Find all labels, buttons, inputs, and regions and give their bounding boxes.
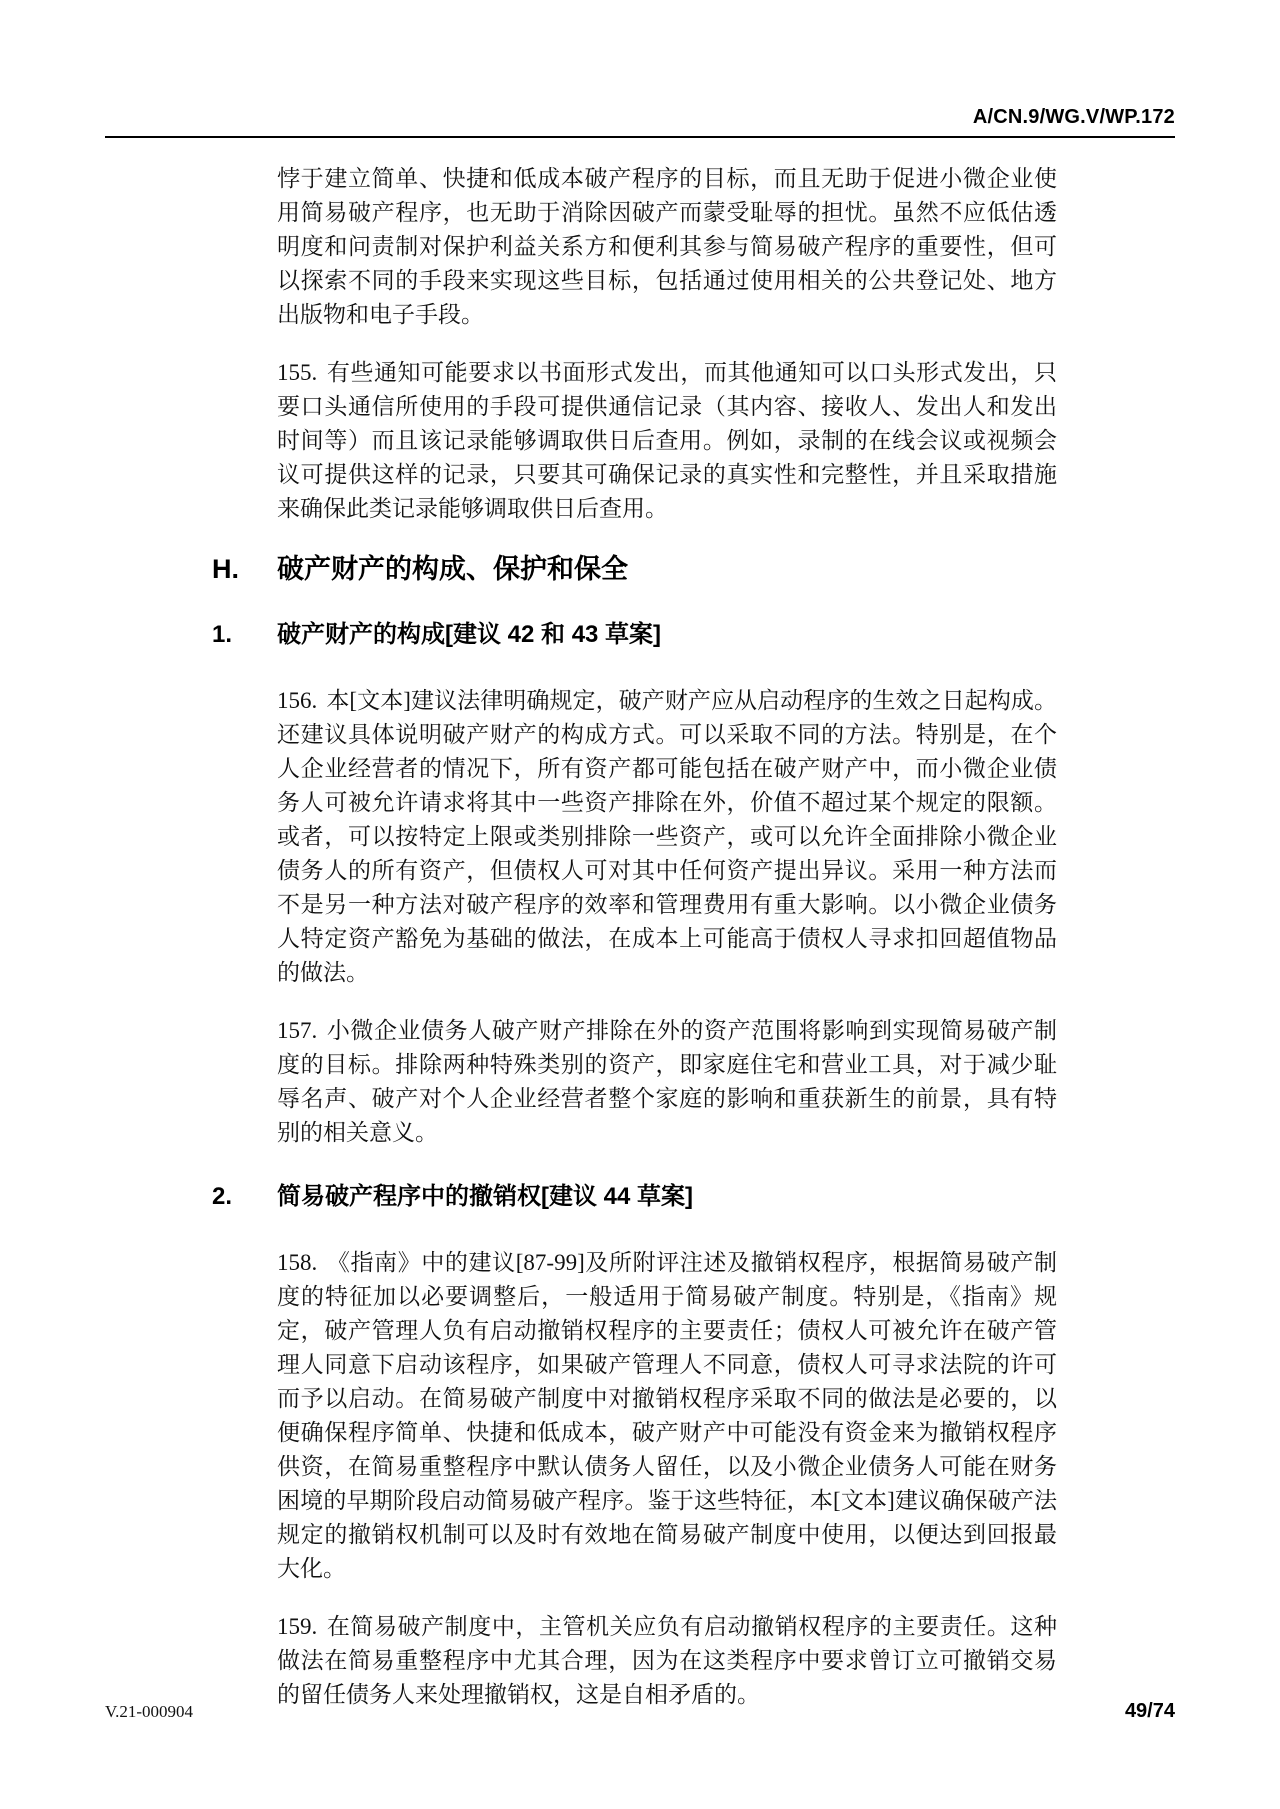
page-header (105, 0, 1175, 129)
header-rule (105, 136, 1175, 138)
paragraph-156 (277, 684, 1057, 990)
section-title: 破产财产的构成、保护和保全 (277, 554, 628, 584)
paragraph-text: 小微企业债务人破产财产排除在外的资产范围将影响到实现简易破产制度的目标。排除两种特殊类别的资产，即家庭住宅和营业工具，对于减少耻辱名声、破产对个人企业经营者整个家庭的影响和重获新生的前景，具有特别的相关意义。 (277, 1018, 1057, 1145)
paragraph-text: 《指南》中的建议[87-99]及所附评注述及撤销权程序，根据简易破产制度的特征加以必要调整后，一般适用于简易破产制度。特别是，《指南》规定，破产管理人负有启动撤销权程序的主要责任；债权人可被允许在破产管理人同意下启动该程序，如果破产管理人不同意，债权人可寻求法院的许可而予以启动。在简易破产制度中对撤销权程序采取不同的做法是必要的，以便确保程序简单、快捷和低成本，破产财产中可能没有资金来为撤销权程序供资，在简易重整程序中默认债务人留任，以及小微企业债务人可能在财务困境的早期阶段启动简易破产程序。鉴于这些特征，本[文本]建议确保破产法规定的撤销权机制可以及时有效地在简易破产制度中使用，以便达到回报最大化。 (277, 1250, 1057, 1581)
subsection-label: 1. (212, 621, 233, 648)
paragraph-number: 156. (277, 688, 318, 713)
paragraph-text: 悖于建立简单、快捷和低成本破产程序的目标，而且无助于促进小微企业使用简易破产程序，也无助于消除因破产而蒙受耻辱的担忧。虽然不应低估透明度和问责制对保护利益关系方和便利其参与简易破产程序的重要性，但可以探索不同的手段来实现这些目标，包括通过使用相关的公共登记处、地方出版物和电子手段。 (277, 166, 1057, 327)
paragraph-number: 158. (277, 1250, 318, 1275)
page-footer (105, 1700, 1175, 1723)
page (105, 0, 1175, 1712)
paragraph-number: 159. (277, 1614, 318, 1639)
footer-page-number: 49/74 (1124, 1700, 1175, 1722)
paragraph-159 (277, 1610, 1057, 1712)
paragraph-text: 本[文本]建议法律明确规定，破产财产应从启动程序的生效之日起构成。还建议具体说明破产财产的构成方式。可以采取不同的方法。特别是，在个人企业经营者的情况下，所有资产都可能包括在破产财产中，而小微企业债务人可被允许请求将其中一些资产排除在外，价值不超过某个规定的限额。或者，可以按特定上限或类别排除一些资产，或可以允许全面排除小微企业债务人的所有资产，但债权人可对其中任何资产提出异议。采用一种方法而不是另一种方法对破产程序的效率和管理费用有重大影响。以小微企业债务人特定资产豁免为基础的做法，在成本上可能高于债权人寻求扣回超值物品的做法。 (277, 688, 1057, 985)
footer-document-id: V.21-000904 (105, 1702, 193, 1721)
subsection-heading-2 (212, 1180, 1175, 1214)
paragraph-number: 155. (277, 360, 318, 385)
paragraph-text: 在简易破产制度中，主管机关应负有启动撤销权程序的主要责任。这种做法在简易重整程序中尤其合理，因为在这类程序中要求曾订立可撤销交易的留任债务人来处理撤销权，这是自相矛盾的。 (277, 1614, 1057, 1707)
section-heading-h (212, 550, 1175, 588)
document-symbol: A/CN.9/WG.V/WP.172 (972, 106, 1175, 128)
subsection-title: 破产财产的构成[建议 42 和 43 草案] (277, 621, 662, 648)
paragraph-157 (277, 1014, 1057, 1150)
subsection-title: 简易破产程序中的撤销权[建议 44 草案] (277, 1183, 694, 1210)
subsection-label: 2. (212, 1183, 233, 1210)
paragraph-number: 157. (277, 1018, 318, 1043)
paragraph-158 (277, 1246, 1057, 1586)
section-label: H. (212, 554, 239, 584)
paragraph-155 (277, 356, 1057, 526)
paragraph-continuation (277, 162, 1057, 332)
subsection-heading-1 (212, 618, 1175, 652)
paragraph-text: 有些通知可能要求以书面形式发出，而其他通知可以口头形式发出，只要口头通信所使用的手段可提供通信记录（其内容、接收人、发出人和发出时间等）而且该记录能够调取供日后查用。例如，录制的在线会议或视频会议可提供这样的记录，只要其可确保记录的真实性和完整性，并且采取措施来确保此类记录能够调取供日后查用。 (277, 360, 1057, 521)
